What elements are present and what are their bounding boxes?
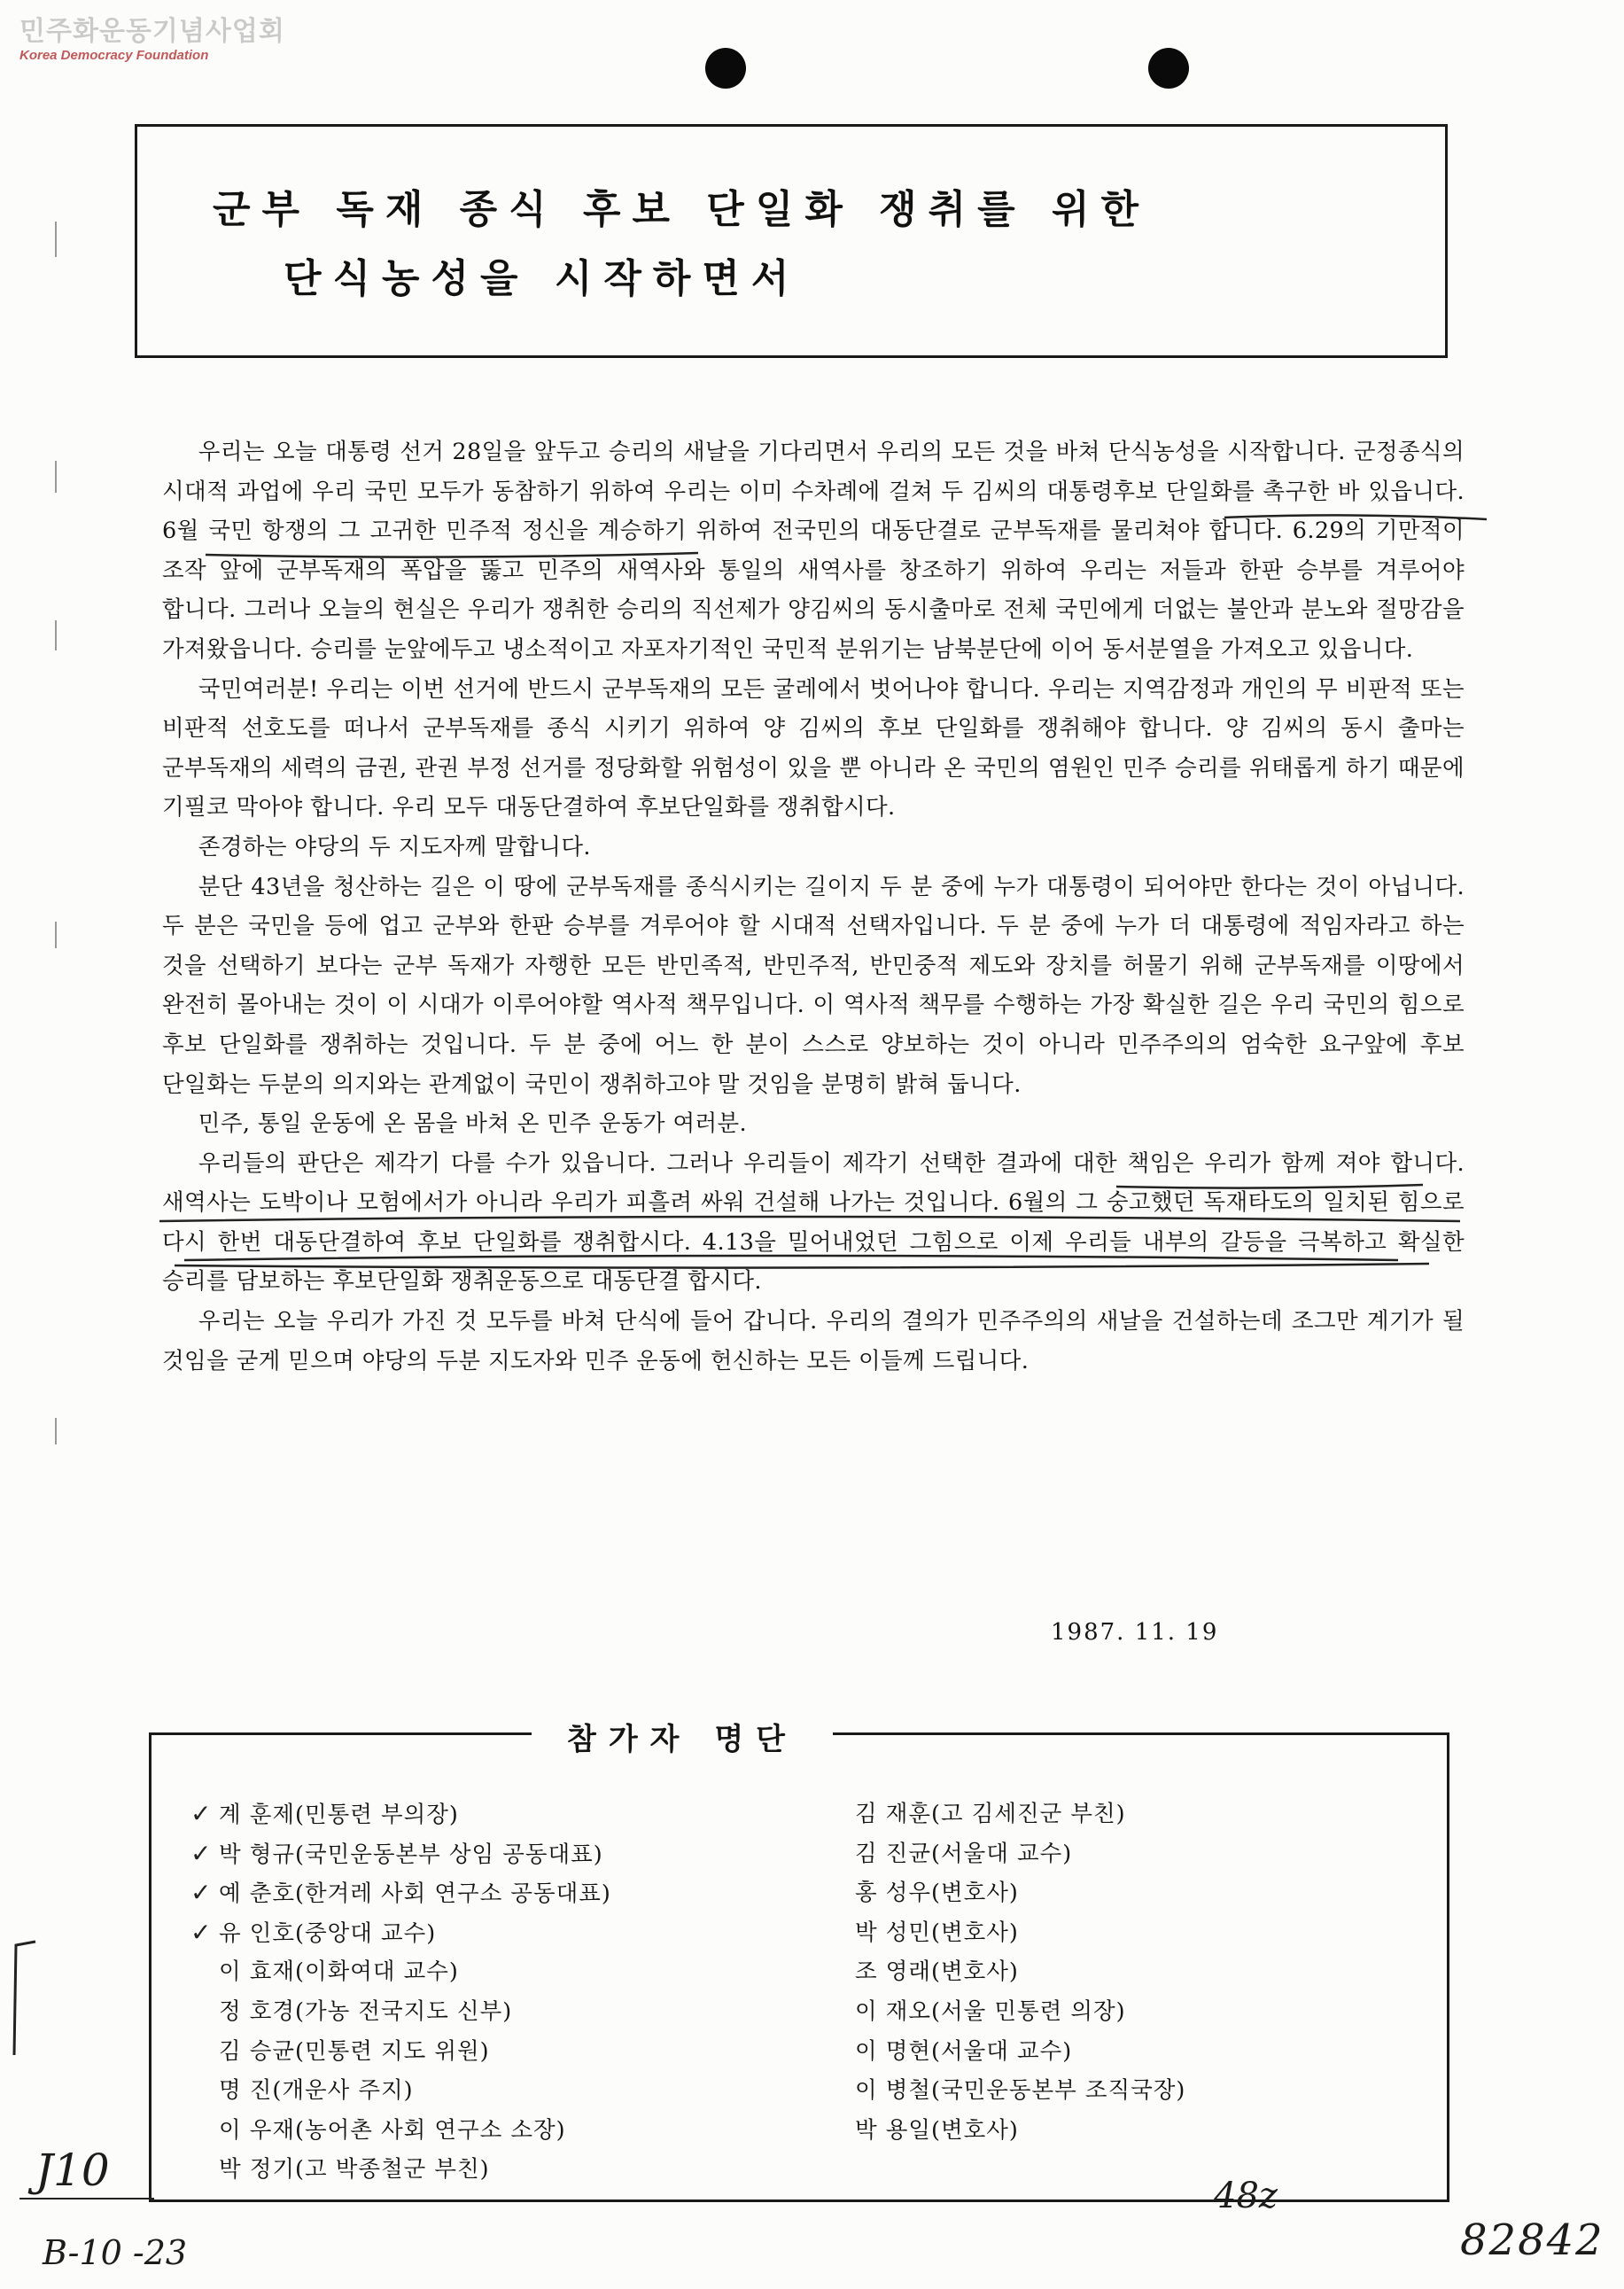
handwritten-initials: 48z (1214, 2176, 1278, 2216)
roster-entry: 이 명현(서울대 교수) (855, 2037, 1073, 2065)
check-mark-icon: ✓ (190, 1917, 213, 1947)
watermark-korean: 민주화운동기념사업회 (19, 16, 285, 47)
roster-title: 참가자 명단 (532, 1715, 833, 1758)
paragraph: 민주, 통일 운동에 온 몸을 바쳐 온 민주 운동가 여러분. (198, 1110, 748, 1138)
margin-mark (55, 922, 57, 948)
roster-entry: 이 병철(국민운동본부 조직국장) (855, 2077, 1186, 2105)
participant-name: 예 춘호(한겨레 사회 연구소 공동대표) (219, 1880, 611, 1908)
roster-entry: 홍 성우(변호사) (855, 1880, 1019, 1907)
check-mark-icon: ✓ (190, 1878, 213, 1908)
pen-underline (204, 546, 700, 564)
paragraph: 국민여러분! 우리는 이번 선거에 반드시 군부독재의 모든 굴레에서 벗어나야 합니다. 우리는 지역감정과 개인의 무 비판적 또는 비판적 선호도를 떠나서 군부독재를 종식 시키기 위하여 양 김씨의 후보 단일화를 쟁취해야 합니다. 양 김씨의 동시 출마는 군부독재의 세력의 금권, 관권 부정 선거를 정당화할 위험성이 있을 뿐 아니라 온 국민의 염원인 민주 승리를 위태롭게 하기 때문에 기필코 막아야 합니다. 우리 모두 대동단결하여 후보단일화를 쟁취합시다. (162, 675, 1465, 821)
participant-name: 박 정기(고 박종철군 부친) (219, 2156, 490, 2184)
bracket-mark (5, 1936, 41, 2060)
roster-entry: 박 용일(변호사) (855, 2116, 1019, 2144)
roster-entry: 김 재훈(고 김세진군 부친) (855, 1801, 1126, 1827)
roster-entry: 이 재오(서울 민통련 의장) (855, 1997, 1126, 2025)
roster-entry (190, 1834, 611, 1874)
handwritten-box-code: J10 (35, 2145, 110, 2196)
participant-name: 박 형규(국민운동본부 상임 공동대표) (219, 1841, 603, 1868)
roster-entry (190, 2111, 611, 2151)
participant-name: 정 호경(가농 전국지도 신부) (219, 1997, 513, 2025)
paragraph: 우리는 오늘 대통령 선거 28일을 앞두고 승리의 새날을 기다리면서 우리의 모든 것을 바쳐 단식농성을 시작합니다. 군정종식의 시대적 과업에 우리 국민 모두가 동참하기 위하여 우리는 이미 수차례에 걸쳐 두 김씨의 대통령후보 단일화를 촉구한 바 있읍니다. 6월 국민 항쟁의 그 고귀한 민주적 정신을 계승하기 위하여 전국민의 대동단결로 군부독재를 물리쳐야 합니다. 6.29의 기만적이 조작 앞에 군부독재의 폭압을 뚫고 민주의 새역사와 통일의 새역사를 창조하기 위하여 우리는 저들과 한판 승부를 겨루어야 합니다. 그러나 오늘의 현실은 우리가 쟁취한 승리의 직선제가 양김씨의 동시출마로 전체 국민에게 더없는 불안과 분노와 절망감을 가져왔읍니다. 승리를 눈앞에두고 냉소적이고 자포자기적인 국민적 분위기는 남북분단에 이어 동서분열을 가져오고 있읍니다. (162, 439, 1465, 663)
pen-underline (1223, 507, 1488, 525)
handwritten-number: 82842 (1460, 2215, 1605, 2265)
roster-entry: 박 성민(변호사) (855, 1919, 1019, 1946)
participant-name: 이 우재(농어촌 사회 연구소 소장) (219, 2116, 566, 2144)
margin-mark (55, 461, 57, 493)
roster-entry: 조 영래(변호사) (855, 1958, 1019, 1986)
margin-mark (55, 222, 57, 257)
participant-name: 이 효재(이화여대 교수) (219, 1958, 459, 1986)
roster-left-column (190, 1795, 611, 2190)
roster-entry: 김 진균(서울대 교수) (855, 1840, 1073, 1867)
participant-name: 명 진(개운사 주지) (219, 2077, 414, 2105)
watermark-english: Korea Democracy Foundation (19, 48, 209, 63)
paragraph: 우리들의 판단은 제각기 다를 수가 있읍니다. 그러나 우리들이 제각기 선택한 결과에 대한 책임은 우리가 함께 져야 합니다. 새역사는 도박이나 모험에서가 아니라 우리가 피흘려 싸워 건설해 나가는 것입니다. 6월의 그 숭고했던 독재타도의 일치된 힘으로 다시 한번 대동단결하여 후보 단일화를 쟁취합시다. 4.13을 밀어내었던 그힘으로 이제 우리들 내부의 갈등을 극복하고 확실한 승리를 담보하는 후보단일화 쟁취운동으로 대동단결 합시다. (162, 1149, 1465, 1296)
roster-entry (190, 2071, 611, 2111)
pen-underline (173, 1258, 1431, 1273)
code-box-outline (16, 2140, 158, 2202)
check-mark-icon: ✓ (190, 1799, 213, 1828)
document-date: 1987. 11. 19 (1051, 1619, 1219, 1646)
participant-name: 유 인호(중앙대 교수) (219, 1919, 437, 1947)
handwritten-bottom-code: B-10 -23 (43, 2233, 188, 2272)
punch-hole-left (705, 48, 746, 89)
paragraph: 존경하는 야당의 두 지도자께 말합니다. (198, 833, 591, 860)
paragraph: 우리는 오늘 우리가 가진 것 모두를 바쳐 단식에 들어 갑니다. 우리의 결의가 민주주의의 새날을 건설하는데 조그만 계기가 될 것임을 굳게 믿으며 야당의 두분 지도자와 민주 운동에 헌신하는 모든 이들께 드립니다. (162, 1308, 1465, 1374)
roster-entry (190, 1873, 611, 1913)
title-line-1: 군부 독재 종식 후보 단일화 쟁취를 위한 (213, 187, 1150, 232)
pen-underline (1115, 1180, 1425, 1194)
margin-mark (55, 1418, 57, 1444)
title-box (135, 124, 1448, 358)
roster-entry (190, 1795, 611, 1834)
roster-entry (190, 2150, 611, 2190)
paragraph: 분단 43년을 청산하는 길은 이 땅에 군부독재를 종식시키는 길이지 두 분 중에 누가 대통령이 되어야만 한다는 것이 아닙니다. 두 분은 국민을 등에 업고 군부와 한판 승부를 겨루어야 할 시대적 선택자입니다. 두 분 중에 누가 더 대통령에 적임자라고 하는 것을 선택하기 보다는 군부 독재가 자행한 모든 반민족적, 반민주적, 반민중적 제도와 장치를 허물기 위해 군부독재를 이땅에서 완전히 몰아내는 것이 이 시대가 이루어야할 역사적 책무입니다. 이 역사적 책무를 수행하는 가장 확실한 길은 우리 국민의 힘으로 후보 단일화를 쟁취하는 것입니다. 두 분 중에 어느 한 분이 스스로 양보하는 것이 아니라 민주주의의 엄숙한 요구앞에 후보 단일화는 두분의 의지와는 관계없이 국민이 쟁취하고야 말 것임을 분명히 밝혀 둡니다. (162, 873, 1465, 1098)
watermark (19, 16, 285, 64)
participant-name: 계 훈제(민통련 부의장) (219, 1802, 459, 1828)
roster-entry (190, 2032, 611, 2072)
participant-name: 김 승균(민통련 지도 위원) (219, 2037, 490, 2065)
roster-entry (190, 1913, 611, 1953)
roster-right-column (855, 1795, 1185, 2150)
punch-hole-right (1148, 48, 1189, 89)
title-line-2: 단식농성을 시작하면서 (284, 256, 801, 301)
roster-entry (190, 1952, 611, 1992)
margin-mark (55, 620, 57, 650)
check-mark-icon: ✓ (190, 1838, 213, 1868)
roster-entry (190, 1992, 611, 2032)
